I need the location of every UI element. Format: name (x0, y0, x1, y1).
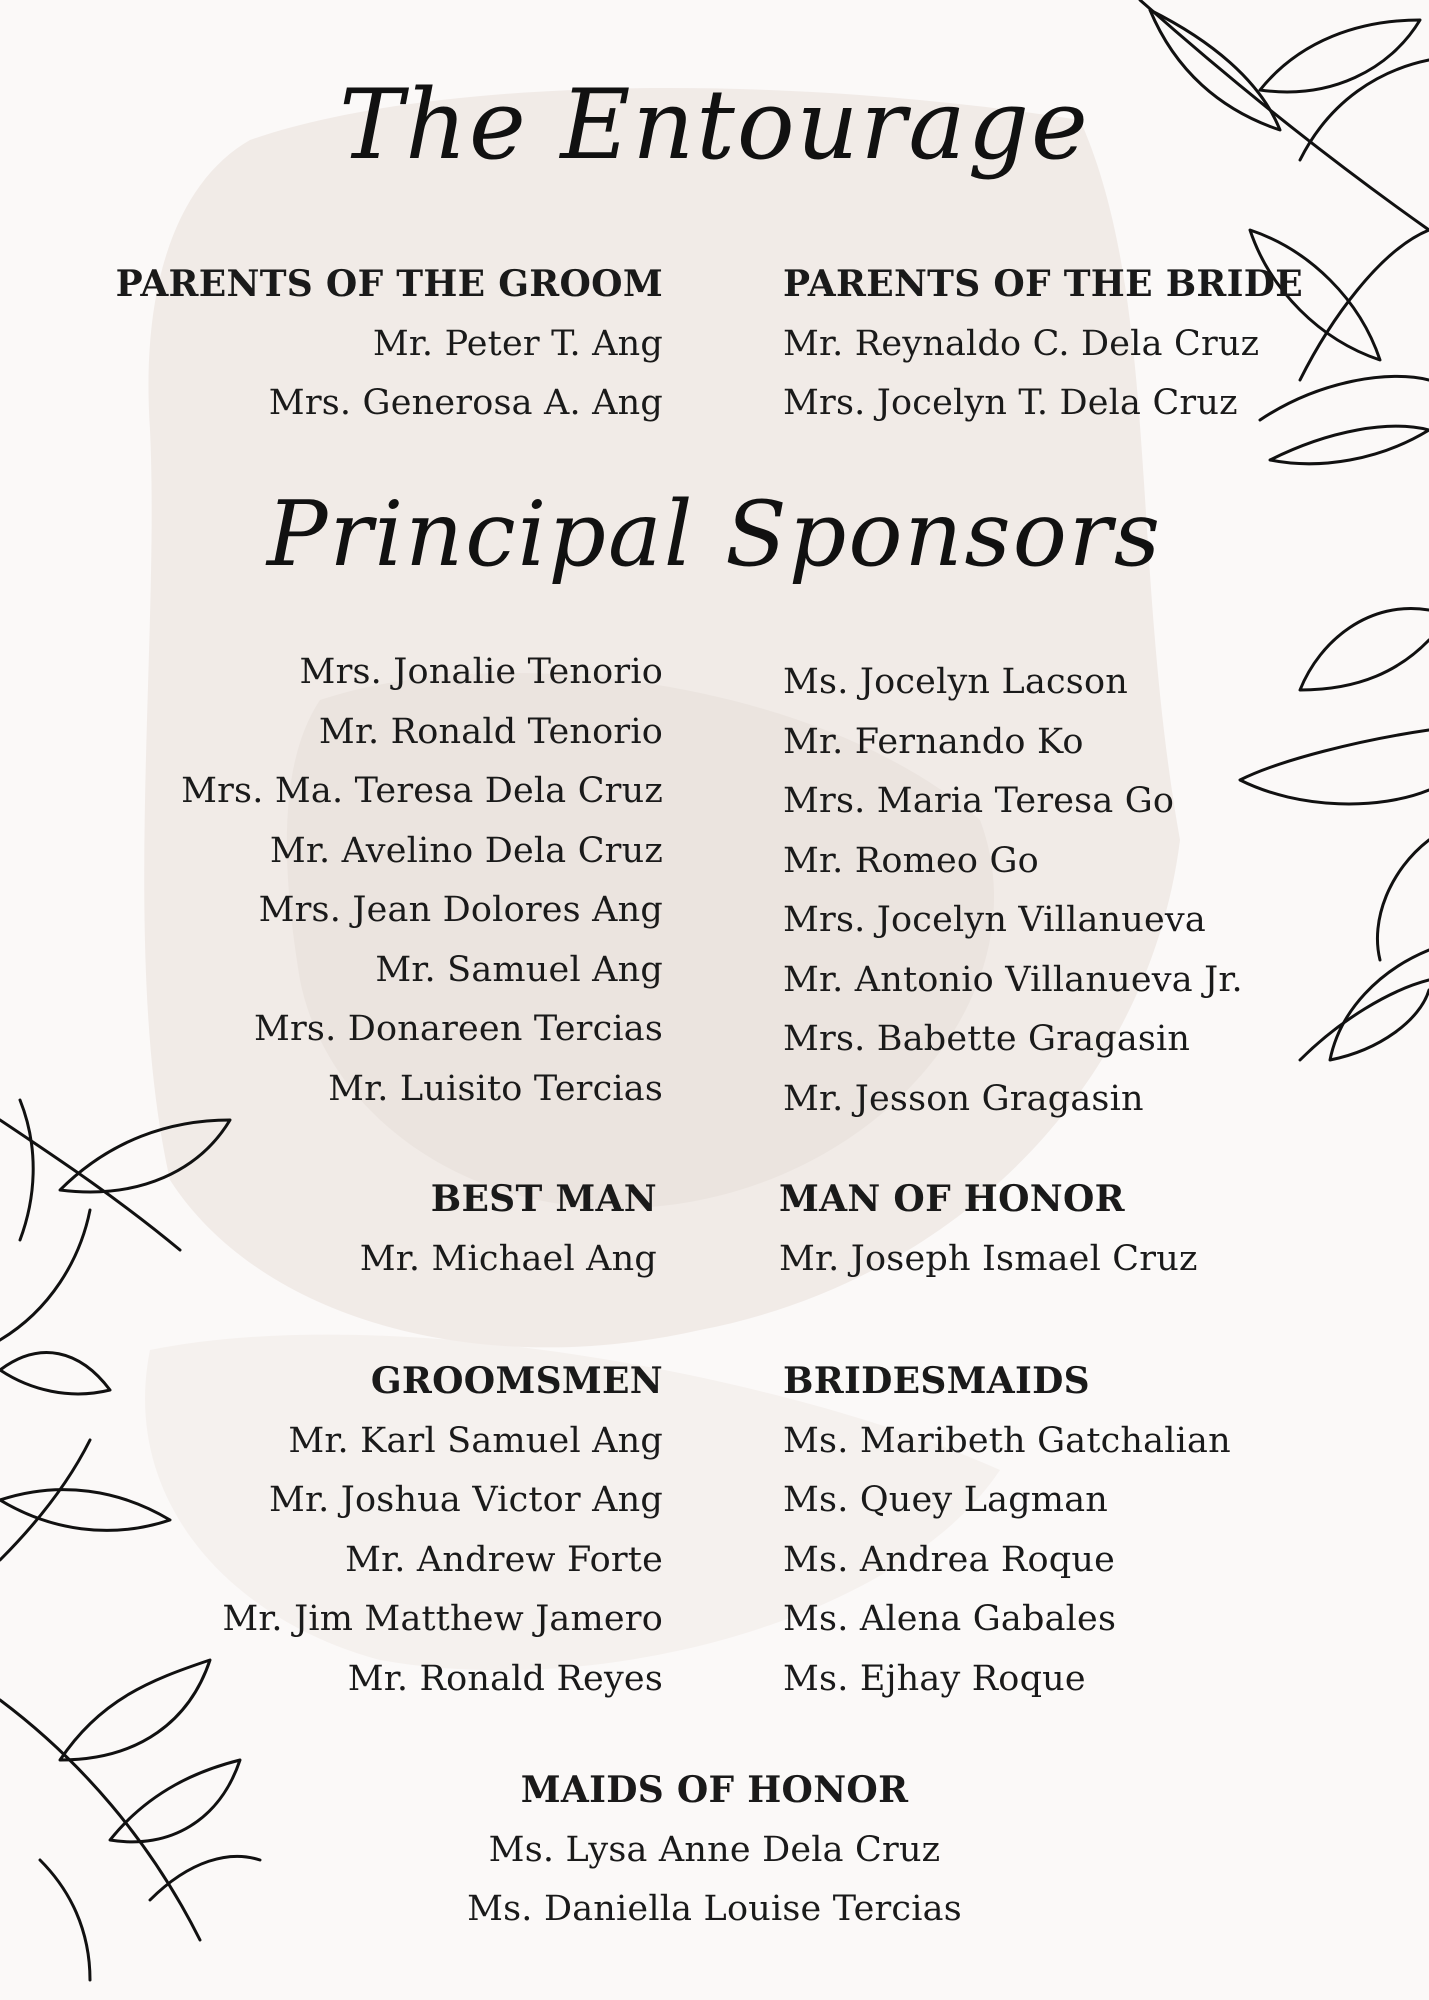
groomsmen (222, 1352, 663, 1709)
list-item: Mr. Reynaldo C. Dela Cruz (783, 323, 1260, 364)
list-item: Ms. Jocelyn Lacson (783, 662, 1128, 702)
section-heading: GROOMSMEN (370, 1360, 663, 1402)
sponsors-left (181, 643, 663, 1119)
list-item: Mr. Peter T. Ang (372, 323, 663, 364)
list-item: Ms. Ejhay Roque (783, 1658, 1086, 1699)
list-item: Mr. Ronald Tenorio (318, 711, 663, 752)
list-item: Mr. Andrew Forte (345, 1539, 663, 1580)
parents-of-bride (783, 255, 1303, 434)
list-item: Mr. Luisito Tercias (328, 1068, 663, 1109)
list-item: Mrs. Babette Gragasin (783, 1019, 1191, 1059)
list-item: Mr. Romeo Go (783, 840, 1039, 881)
maids-of-honor (0, 1761, 1429, 1940)
list-item: Mrs. Donareen Tercias (253, 1009, 663, 1049)
list-item: Mrs. Jonalie Tenorio (299, 652, 663, 692)
list-item: Ms. Lysa Anne Dela Cruz (488, 1829, 941, 1870)
best-man (360, 1170, 657, 1289)
list-item: Mr. Fernando Ko (783, 721, 1084, 762)
list-item: Mr. Ronald Reyes (347, 1658, 663, 1699)
list-item: Mrs. Maria Teresa Go (783, 781, 1175, 821)
list-item: Mrs. Generosa A. Ang (268, 383, 663, 423)
entourage-title: The Entourage (339, 69, 1090, 181)
list-item: Ms. Alena Gabales (783, 1599, 1117, 1639)
section-heading: MAN OF HONOR (779, 1178, 1125, 1220)
list-item: Mr. Antonio Villanueva Jr. (783, 959, 1243, 1000)
list-item: Mr. Joseph Ismael Cruz (779, 1238, 1198, 1279)
list-item: Mr. Karl Samuel Ang (288, 1420, 663, 1461)
list-item: Mr. Jim Matthew Jamero (222, 1599, 663, 1639)
list-item: Mr. Jesson Gragasin (783, 1078, 1144, 1119)
parents-of-groom (116, 255, 663, 434)
list-item: Mr. Michael Ang (359, 1238, 657, 1279)
section-heading: PARENTS OF THE BRIDE (783, 263, 1304, 305)
list-item: Mrs. Jocelyn Villanueva (783, 900, 1206, 940)
list-item: Mr. Joshua Victor Ang (269, 1480, 663, 1520)
list-item: Ms. Andrea Roque (783, 1539, 1115, 1580)
principal-sponsors-title: Principal Sponsors (266, 482, 1163, 587)
section-heading: BEST MAN (430, 1178, 657, 1220)
man-of-honor (779, 1170, 1198, 1289)
list-item: Ms. Daniella Louise Tercias (467, 1889, 962, 1929)
list-item: Mr. Avelino Dela Cruz (269, 830, 663, 871)
list-item: Mrs. Jean Dolores Ang (258, 890, 663, 930)
section-heading: MAIDS OF HONOR (520, 1769, 909, 1811)
sponsors-right (783, 653, 1243, 1129)
section-heading: PARENTS OF THE GROOM (115, 263, 663, 305)
list-item: Ms. Quey Lagman (783, 1480, 1109, 1520)
section-heading: BRIDESMAIDS (783, 1360, 1090, 1402)
list-item: Mr. Samuel Ang (375, 949, 663, 990)
list-item: Ms. Maribeth Gatchalian (783, 1420, 1231, 1461)
bridesmaids (783, 1352, 1231, 1709)
list-item: Mrs. Ma. Teresa Dela Cruz (181, 771, 663, 811)
list-item: Mrs. Jocelyn T. Dela Cruz (783, 383, 1238, 423)
